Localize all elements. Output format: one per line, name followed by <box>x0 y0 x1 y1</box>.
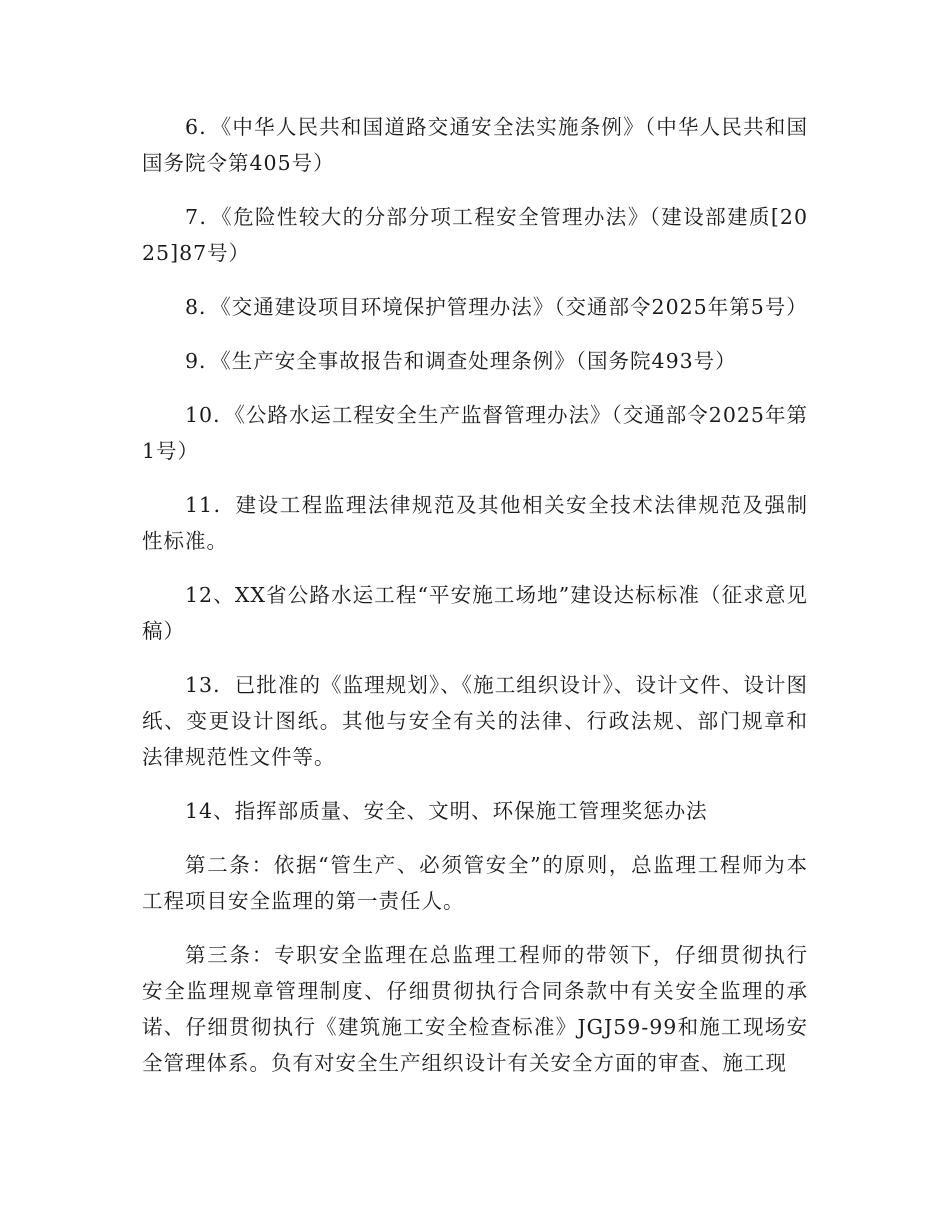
regulation-item-10: 10．《公路水运工程安全生产监督管理办法》（交通部令2025年第1号） <box>142 403 808 463</box>
regulation-item-7: 7．《危险性较大的分部分项工程安全管理办法》（建设部建质[2025]87号） <box>142 205 808 265</box>
document-body <box>142 109 808 1099</box>
regulation-item-13: 13．已批准的《监理规划》、《施工组织设计》、设计文件、设计图纸、变更设计图纸。其他与安全有关的法律、行政法规、部门规章和法律规范性文件等。 <box>142 673 808 769</box>
regulation-item-14: 14、指挥部质量、安全、文明、环保施工管理奖惩办法 <box>185 799 708 823</box>
regulation-item-9: 9．《生产安全事故报告和调查处理条例》（国务院493号） <box>185 349 737 373</box>
regulation-item-11: 11．建设工程监理法律规范及其他相关安全技术法律规范及强制性标准。 <box>142 493 808 553</box>
article-2: 第二条：依据“管生产、必须管安全”的原则，总监理工程师为本工程项目安全监理的第一责任人。 <box>142 853 808 913</box>
regulation-item-8: 8．《交通建设项目环境保护管理办法》（交通部令2025年第5号） <box>185 295 808 319</box>
regulation-item-6: 6．《中华人民共和国道路交通安全法实施条例》（中华人民共和国国务院令第405号） <box>142 115 808 175</box>
article-3: 第三条：专职安全监理在总监理工程师的带领下，仔细贯彻执行安全监理规章管理制度、仔细贯彻执行合同条款中有关安全监理的承诺、仔细贯彻执行《建筑施工安全检查标准》JGJ59-99和施工现场安全管理体系。负有对安全生产组织设计有关安全方面的审查、施工现 <box>142 943 808 1075</box>
regulation-item-12: 12、XX省公路水运工程“平安施工场地”建设达标标准（征求意见稿） <box>142 583 808 643</box>
